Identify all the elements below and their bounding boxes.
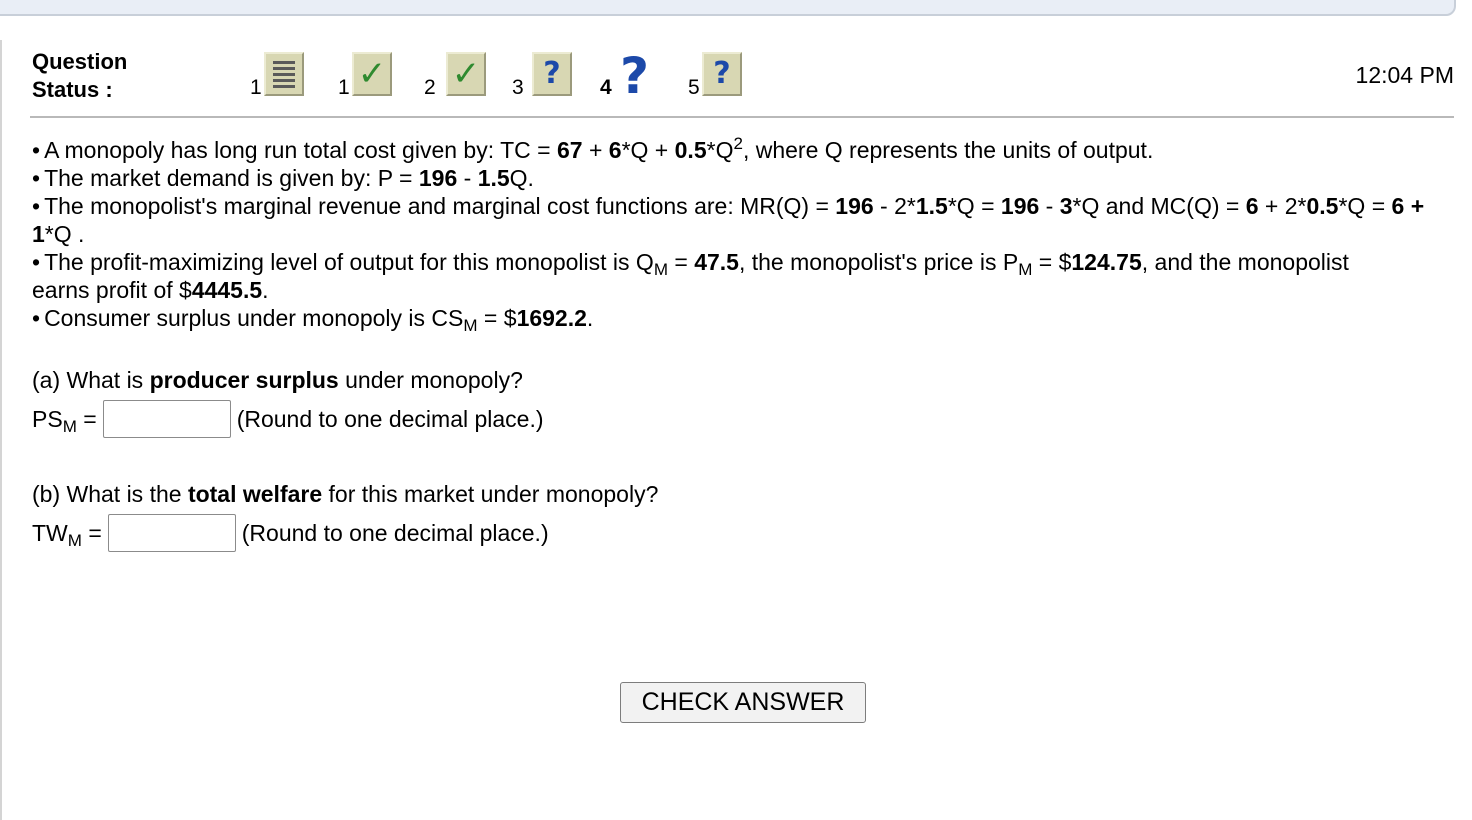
status-item-3[interactable] xyxy=(424,50,488,98)
status-item-2[interactable] xyxy=(338,50,402,98)
part-b xyxy=(32,480,1452,552)
part-a-question: (a) What is producer surplus under monopoly? xyxy=(32,367,523,393)
problem-line-5: • Consumer surplus under monopoly is $CS_M$ = $1692.2. xyxy=(32,305,594,335)
question-content xyxy=(32,136,1452,552)
part-a xyxy=(32,366,1452,438)
question-status-label: Question Status : xyxy=(32,49,128,102)
question-icon[interactable]: ? xyxy=(702,52,742,96)
status-item-6[interactable] xyxy=(688,50,752,98)
part-a-answer-row xyxy=(32,400,1452,438)
status-item-5-current[interactable] xyxy=(600,47,660,105)
status-number: 1 xyxy=(338,76,350,99)
left-border xyxy=(0,40,2,820)
ps-label: $PS_M$ = xyxy=(32,406,97,436)
clock: 12:04 PM xyxy=(1355,62,1454,88)
round-hint: (Round to one decimal place.) xyxy=(236,406,544,432)
status-item-4[interactable] xyxy=(512,50,576,98)
question-icon[interactable]: ? xyxy=(620,47,650,105)
checkmark-icon[interactable]: ✓ xyxy=(446,52,486,96)
tw-label: $TW_M$ = xyxy=(32,520,102,550)
checkmark-icon[interactable]: ✓ xyxy=(352,52,392,96)
status-number: 1 xyxy=(250,76,262,99)
problem-line-1: • A monopoly has long run total cost given by: TC = $67 + 6*Q + 0.5*Q^2$, where Q represents the units of output. xyxy=(32,134,1154,163)
round-hint: (Round to one decimal place.) xyxy=(241,520,549,546)
check-answer-button[interactable]: CHECK ANSWER xyxy=(620,682,866,723)
status-number: 4 xyxy=(600,76,612,99)
status-number: 5 xyxy=(688,76,700,99)
part-b-question: (b) What is the total welfare for this market under monopoly? xyxy=(32,481,659,507)
problem-line-4: • The profit-maximizing level of output for this monopolist is $Q_M = 47.5$, the monopolist's price is $P_M$ = $124.75, and the monopolist earns profit of $4445.5. xyxy=(32,249,1349,303)
status-number: 3 xyxy=(512,76,524,99)
part-b-answer-row xyxy=(32,514,1452,552)
total-welfare-input[interactable] xyxy=(108,514,236,552)
top-panel xyxy=(0,0,1456,16)
status-number: 2 xyxy=(424,76,436,99)
header-divider xyxy=(30,116,1454,118)
problem-line-3: • The monopolist's marginal revenue and marginal cost functions are: MR(Q) = 196 - 2*1.5*Q = 196 - 3*Q and MC(Q) = 6 + 2*0.5*Q = 6 + 1*Q . xyxy=(32,193,1425,247)
list-icon[interactable] xyxy=(264,52,304,96)
question-icon[interactable]: ? xyxy=(532,52,572,96)
status-item-1[interactable] xyxy=(250,50,314,98)
producer-surplus-input[interactable] xyxy=(103,400,231,438)
problem-line-2: • The market demand is given by: P = 196 - 1.5Q. xyxy=(32,165,534,191)
